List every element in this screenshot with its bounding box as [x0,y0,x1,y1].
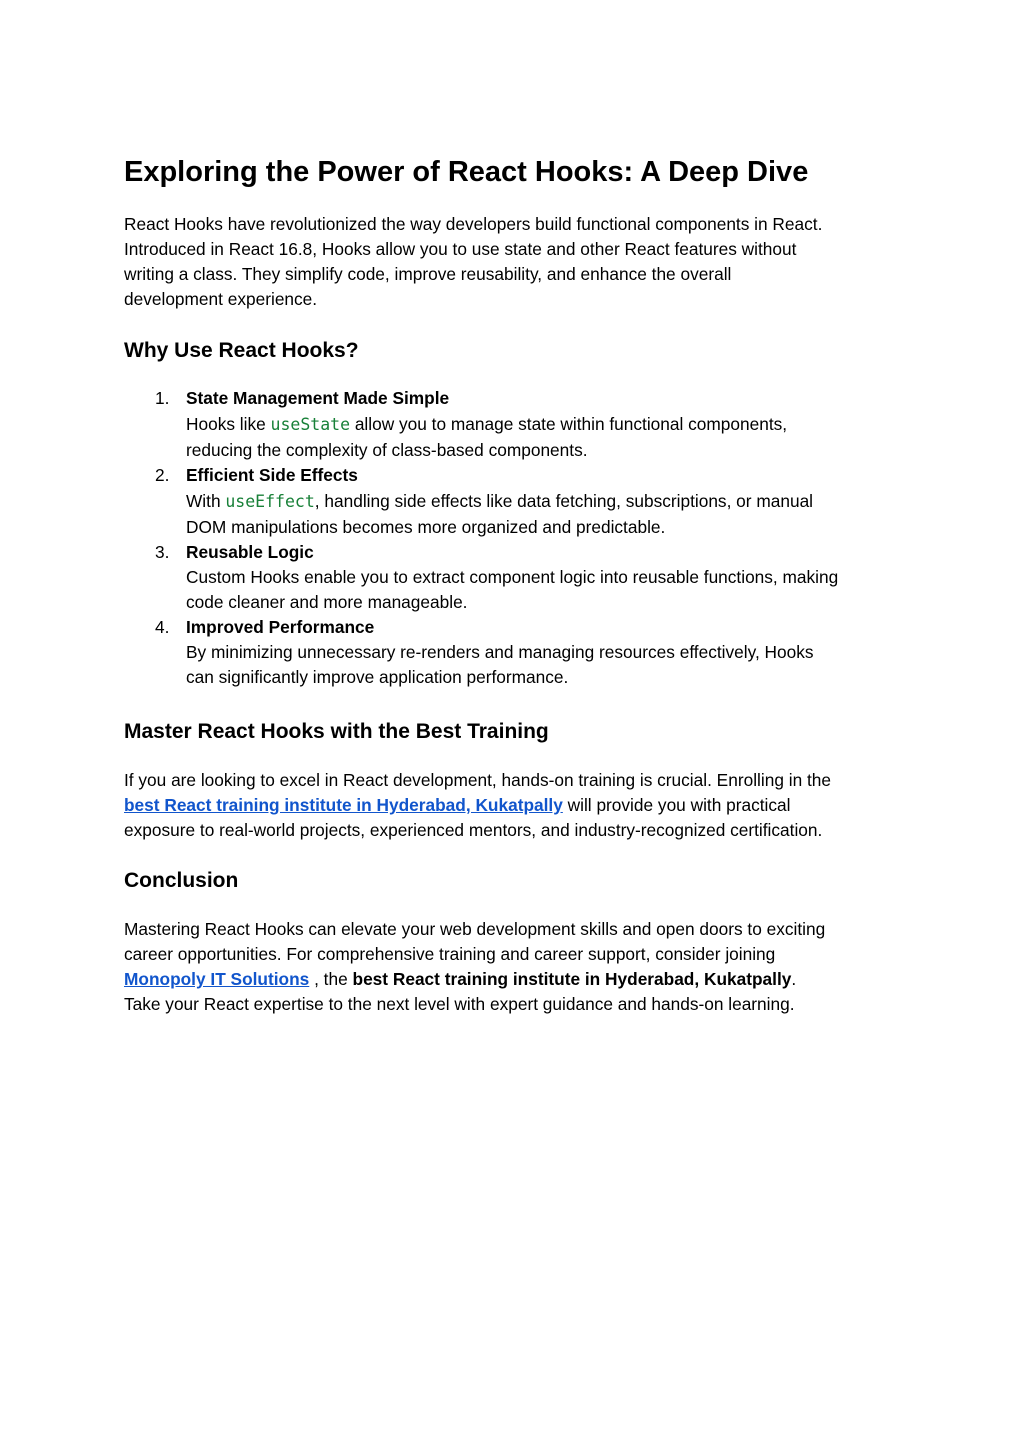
benefits-list [124,386,914,690]
list-item-line: DOM manipulations becomes more organized and predictable. [186,517,666,537]
master-line: exposure to real-world projects, experienced mentors, and industry-recognized certification. [124,820,823,840]
training-institute-link[interactable]: best React training institute in Hyderabad, Kukatpally [124,795,563,815]
intro-line: Introduced in React 16.8, Hooks allow you to use state and other React features without [124,239,797,259]
conclusion-line [124,967,914,992]
list-number: 3. [155,542,170,562]
list-item-line: code cleaner and more manageable. [186,592,468,612]
list-item-text: With [186,491,226,511]
list-item-line: reducing the complexity of class-based components. [186,440,588,460]
list-item [124,386,914,463]
list-item-title: Improved Performance [186,617,375,637]
page-title: Exploring the Power of React Hooks: A Deep Dive [124,156,809,188]
list-item [124,615,914,690]
list-item-text: allow you to manage state within functional components, [350,414,788,434]
conclusion-text: , the [309,969,353,989]
intro-line: React Hooks have revolutionized the way developers build functional components in React. [124,214,823,234]
list-item-title: State Management Made Simple [186,388,450,408]
conclusion-line: Mastering React Hooks can elevate your web development skills and open doors to exciting [124,919,826,939]
why-heading: Why Use React Hooks? [124,339,359,362]
list-item-title: Reusable Logic [186,542,314,562]
monopoly-it-link[interactable]: Monopoly IT Solutions [124,969,310,989]
list-item-text: , handling side effects like data fetching, subscriptions, or manual [314,491,814,511]
conclusion-bold-text: best React training institute in Hyderabad, Kukatpally [352,969,792,989]
conclusion-line: career opportunities. For comprehensive training and career support, consider joining [124,944,776,964]
code-useeffect: useEffect [225,492,315,511]
conclusion-paragraph [124,917,914,1017]
list-item-line [186,488,914,515]
list-number: 4. [155,617,170,637]
list-item-body [186,411,914,463]
master-line: If you are looking to excel in React development, hands-on training is crucial. Enrolling in the [124,770,832,790]
list-item-line: Custom Hooks enable you to extract component logic into reusable functions, making [186,567,839,587]
conclusion-line: Take your React expertise to the next level with expert guidance and hands-on learning. [124,994,795,1014]
list-item [124,463,914,540]
code-usestate: useState [270,415,351,434]
list-item-title: Efficient Side Effects [186,465,358,485]
list-number: 1. [155,388,170,408]
master-text: will provide you with practical [562,795,791,815]
list-item-line [186,411,914,438]
intro-line: development experience. [124,289,318,309]
conclusion-text: . [791,969,797,989]
list-item-text: Hooks like [186,414,271,434]
list-item-body [186,565,914,615]
list-number: 2. [155,465,170,485]
conclusion-heading: Conclusion [124,869,239,892]
intro-line: writing a class. They simplify code, improve reusability, and enhance the overall [124,264,732,284]
list-item-body [186,640,914,690]
master-line [124,793,914,818]
master-heading: Master React Hooks with the Best Training [124,720,549,743]
list-item [124,540,914,615]
list-item-line: By minimizing unnecessary re-renders and managing resources effectively, Hooks [186,642,814,662]
list-item-line: can significantly improve application performance. [186,667,569,687]
list-item-body [186,488,914,540]
intro-paragraph [124,212,914,312]
master-paragraph [124,768,914,843]
